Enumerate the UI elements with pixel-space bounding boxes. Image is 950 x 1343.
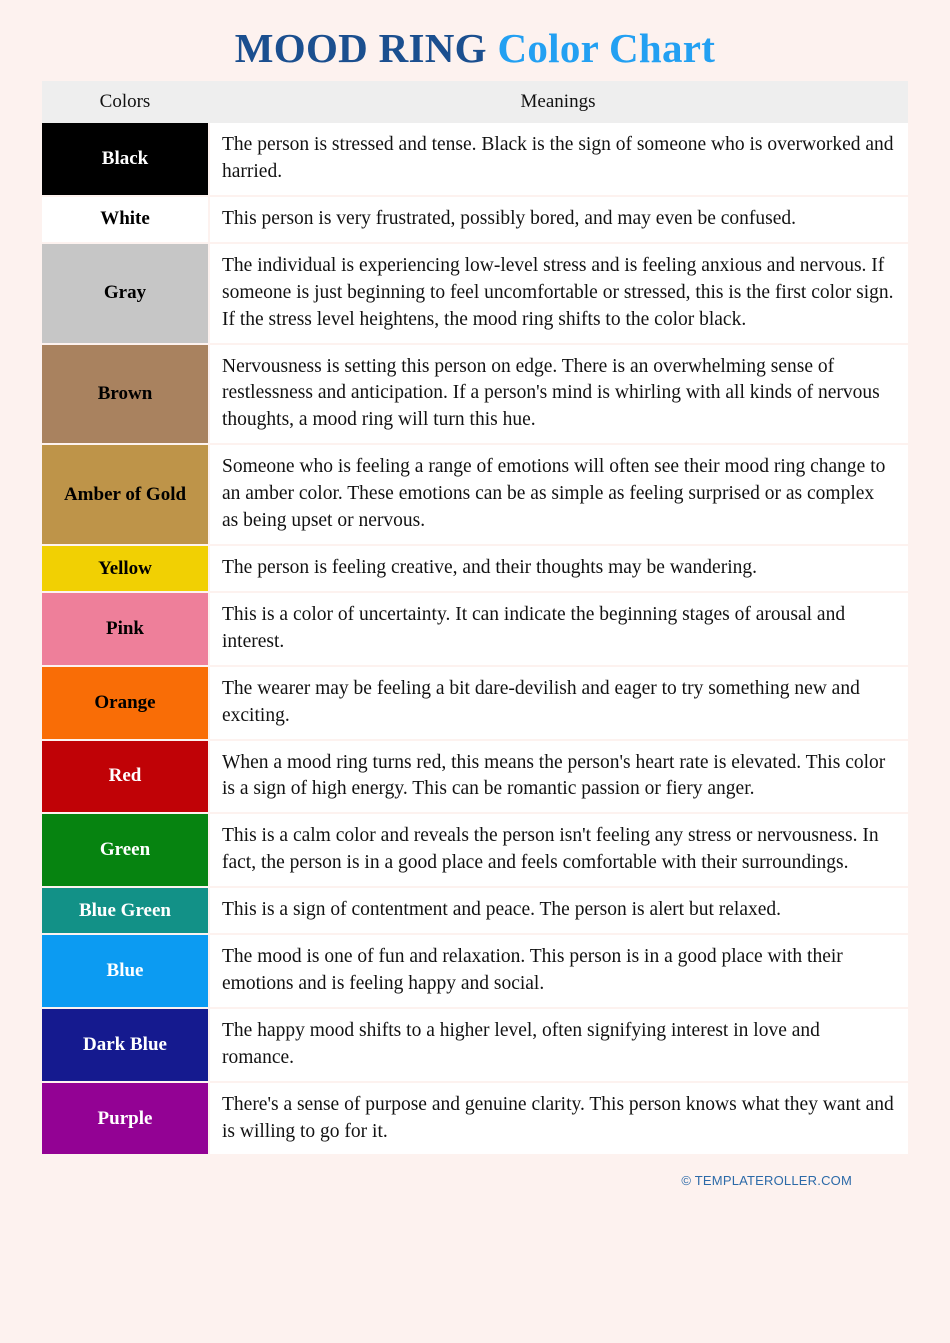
color-name-label: Amber of Gold [63,483,187,505]
table-row [42,1009,908,1083]
meaning-cell [208,345,908,444]
meaning-cell [208,814,908,886]
color-swatch-cell [42,445,208,544]
color-swatch-cell [42,345,208,444]
color-swatch-cell [42,197,208,242]
meaning-cell [208,445,908,544]
color-swatch-cell [42,888,208,933]
color-name-label: Dark Blue [83,1033,167,1055]
meaning-cell [208,935,908,1007]
table-header-row [42,81,908,123]
table-body [42,123,908,1156]
copyright-credit: © TEMPLATEROLLER.COM [681,1173,852,1189]
table-row [42,741,908,815]
color-name-label: White [100,208,150,230]
table-row [42,667,908,741]
color-name-label: Purple [97,1107,153,1129]
column-header-colors: Colors [99,91,151,113]
color-name-label: Brown [97,382,153,404]
meaning-cell [208,123,908,195]
table-row [42,1083,908,1157]
meaning-cell [208,667,908,739]
meaning-text: Someone who is feeling a range of emotions will often see their mood ring change to an amber color. These emotions can be as simple as feeling surprised or as complex as being upset or nervous. [222,456,886,532]
meaning-text: Nervousness is setting this person on edge. There is an overwhelming sense of restlessness and anticipation. If a person's mind is whirling with all kinds of nervous thoughts, a mood ring will turn this hue. [222,355,880,431]
meaning-text: The individual is experiencing low-level stress and is feeling anxious and nervous. If someone is just beginning to feel uncomfortable or stressed, this is the first color sign. If the stress level heightens, the mood ring shifts to the color black. [222,254,894,330]
meaning-text: There's a sense of purpose and genuine clarity. This person knows what they want and is willing to go for it. [222,1093,894,1142]
table-row [42,345,908,446]
color-name-label: Orange [94,691,156,713]
table-row [42,244,908,345]
meaning-text: The wearer may be feeling a bit dare-devilish and eager to try something new and exciting. [222,677,860,726]
meaning-text: The person is feeling creative, and their thoughts may be wandering. [222,556,757,578]
page-title [0,0,950,81]
meaning-cell [208,1083,908,1155]
table-row [42,593,908,667]
meaning-cell [208,888,908,933]
page-title-secondary: Color Chart [497,25,716,71]
meaning-text: When a mood ring turns red, this means the person's heart rate is elevated. This color is a sign of high energy. This can be romantic passion or fiery anger. [222,751,886,800]
color-swatch-cell [42,123,208,195]
meaning-text: This is a color of uncertainty. It can indicate the beginning stages of arousal and interest. [222,603,846,652]
color-swatch-cell [42,244,208,343]
color-name-label: Gray [103,282,147,304]
color-swatch-cell [42,667,208,739]
footer [42,1156,908,1190]
column-header-meanings: Meanings [520,91,596,113]
color-swatch-cell [42,593,208,665]
meaning-cell [208,546,908,591]
color-swatch-cell [42,1009,208,1081]
color-name-label: Yellow [98,557,152,579]
color-meaning-table [42,81,908,1156]
meaning-cell [208,244,908,343]
color-swatch-cell [42,814,208,886]
color-name-label: Red [108,765,142,787]
meaning-cell [208,593,908,665]
meaning-cell [208,1009,908,1081]
color-name-label: Blue [106,960,144,982]
meaning-text: The mood is one of fun and relaxation. This person is in a good place with their emotions and is feeling happy and social. [222,946,843,994]
meaning-text: This is a calm color and reveals the person isn't feeling any stress or nervousness. In fact, the person is in a good place and feels comfortable with their surroundings. [222,825,879,874]
table-row [42,888,908,935]
color-name-label: Blue Green [78,899,171,921]
meaning-cell [208,741,908,813]
page-title-primary: MOOD RING [234,25,487,71]
meaning-text: This person is very frustrated, possibly bored, and may even be confused. [222,207,797,229]
table-row [42,123,908,197]
table-row [42,935,908,1009]
color-name-label: Black [101,148,149,170]
meaning-text: This is a sign of contentment and peace. The person is alert but relaxed. [222,899,782,921]
meaning-text: The happy mood shifts to a higher level, often signifying interest in love and romance. [222,1019,820,1068]
table-row [42,445,908,546]
table-row [42,546,908,593]
table-row [42,197,908,244]
color-swatch-cell [42,1083,208,1155]
meaning-cell [208,197,908,242]
color-swatch-cell [42,935,208,1007]
color-swatch-cell [42,546,208,591]
color-name-label: Green [99,839,151,861]
color-name-label: Pink [105,617,145,639]
table-row [42,814,908,888]
meaning-text: The person is stressed and tense. Black is the sign of someone who is overworked and harried. [222,134,894,182]
color-swatch-cell [42,741,208,813]
